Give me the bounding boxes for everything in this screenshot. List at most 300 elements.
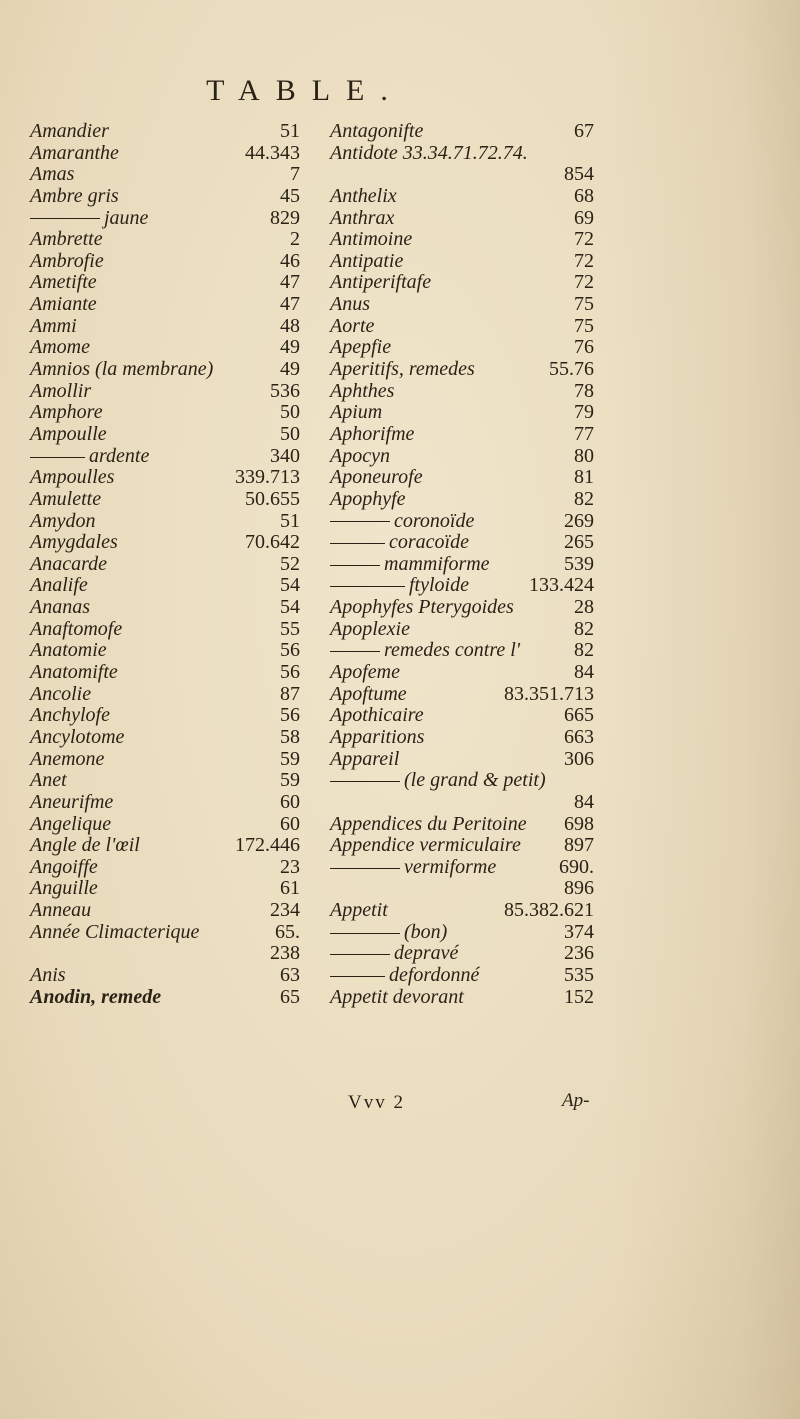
entry-term-text: Anet — [30, 769, 67, 792]
index-entry — [30, 596, 300, 618]
entry-term — [30, 488, 101, 510]
entry-term-text: Année Climacterique — [30, 920, 200, 943]
entry-page: 52 — [280, 552, 300, 575]
ditto-dash — [330, 586, 405, 587]
index-entry — [330, 142, 594, 164]
index-entry — [330, 683, 594, 705]
entry-page: 539 — [564, 552, 594, 575]
entry-term — [330, 856, 496, 878]
entry-term-text: Apepfie — [330, 336, 392, 359]
entry-term-text: Apophyfes Pterygoides — [330, 596, 514, 619]
entry-page: 79 — [574, 401, 594, 424]
entry-term — [330, 423, 414, 445]
index-entry — [330, 401, 594, 423]
index-entry — [330, 207, 594, 229]
entry-term — [30, 683, 91, 705]
entry-page: 152 — [564, 985, 594, 1008]
entry-page: 133.424 — [529, 574, 594, 597]
entry-page: 75 — [574, 314, 594, 337]
entry-page: 690. — [559, 855, 594, 878]
index-column-right — [330, 120, 594, 1007]
entry-term — [30, 315, 77, 337]
entry-term-text: Appendices du Peritoine — [330, 812, 527, 835]
entry-term-text: Apocyn — [330, 444, 390, 467]
entry-page: 59 — [280, 747, 300, 770]
entry-page: 829 — [270, 206, 300, 229]
entry-term-text: Antipatie — [330, 249, 404, 272]
entry-page: 265 — [564, 531, 594, 554]
index-entry — [330, 639, 594, 661]
entry-page: 78 — [574, 379, 594, 402]
entry-page: 77 — [574, 422, 594, 445]
index-entry — [330, 899, 594, 921]
entry-page: 84 — [574, 790, 594, 813]
catchword: Ap- — [562, 1090, 590, 1111]
index-entry — [330, 791, 594, 813]
entry-page: 663 — [564, 725, 594, 748]
entry-page: 44.343 — [245, 141, 300, 164]
entry-page: 58 — [280, 725, 300, 748]
ditto-dash — [330, 933, 400, 934]
index-entry — [30, 769, 300, 791]
entry-term — [330, 185, 397, 207]
entry-term — [30, 142, 119, 164]
entry-term — [30, 207, 148, 229]
entry-term-text: Anneau — [30, 899, 92, 922]
index-entry — [330, 618, 594, 640]
index-entry — [330, 228, 594, 250]
entry-term — [330, 596, 514, 618]
entry-page: 75 — [574, 293, 594, 316]
entry-term-text: (bon) — [404, 920, 448, 943]
signature-mark: Vvv 2 — [348, 1092, 405, 1113]
entry-page: 306 — [564, 747, 594, 770]
index-entry — [30, 834, 300, 856]
entry-term-text: Ampoulle — [30, 422, 107, 445]
entry-term-text: Aperitifs, remedes — [330, 358, 475, 381]
entry-term-text: Apparitions — [330, 725, 425, 748]
entry-term-text: Ambrette — [30, 228, 103, 251]
index-entry — [330, 293, 594, 315]
entry-page: 82 — [574, 639, 594, 662]
index-entry — [30, 510, 300, 532]
entry-term — [330, 271, 431, 293]
index-entry — [30, 856, 300, 878]
entry-term — [330, 250, 403, 272]
entry-page: 72 — [574, 271, 594, 294]
ditto-dash — [330, 543, 385, 544]
entry-page: 55.76 — [549, 358, 594, 381]
entry-term — [330, 986, 464, 1008]
entry-term — [30, 336, 90, 358]
ditto-dash — [330, 976, 385, 977]
entry-term-text: defordonné — [389, 963, 480, 986]
index-entry — [330, 445, 594, 467]
entry-term — [30, 704, 110, 726]
entry-page: 68 — [574, 184, 594, 207]
index-entry — [30, 293, 300, 315]
index-entry — [330, 336, 594, 358]
entry-page: 69 — [574, 206, 594, 229]
entry-page: 56 — [280, 704, 300, 727]
entry-page: 698 — [564, 812, 594, 835]
entry-term — [330, 380, 394, 402]
index-entry — [30, 683, 300, 705]
entry-term-text: Appareil — [330, 747, 400, 770]
index-entry — [30, 336, 300, 358]
entry-term-text: ftyloide — [409, 574, 469, 597]
entry-term — [30, 531, 118, 553]
entry-page: 61 — [280, 877, 300, 900]
entry-page: 339.713 — [235, 466, 300, 489]
entry-term-text: Ambre gris — [30, 184, 119, 207]
entry-term — [30, 120, 109, 142]
entry-page: 45 — [280, 184, 300, 207]
entry-term — [30, 293, 97, 315]
entry-page: 67 — [574, 120, 594, 142]
entry-term-text: Anthrax — [330, 206, 395, 229]
entry-page: 47 — [280, 293, 300, 316]
entry-term — [330, 293, 370, 315]
entry-term-text: Aneurifme — [30, 790, 114, 813]
entry-page: 172.446 — [235, 834, 300, 857]
entry-page: 65. — [275, 920, 300, 943]
entry-page: 897 — [564, 834, 594, 857]
index-entry — [30, 315, 300, 337]
entry-term — [330, 120, 423, 142]
index-entry — [330, 769, 594, 791]
index-entry — [30, 531, 300, 553]
entry-term-text: Angle de l'œil — [30, 834, 140, 857]
entry-term-text: Anatomie — [30, 639, 107, 662]
ditto-dash — [30, 218, 100, 219]
entry-term-text: Amphore — [30, 401, 103, 424]
entry-term-text: Anis — [30, 963, 66, 986]
entry-page: 82 — [574, 617, 594, 640]
entry-term-text: Apium — [330, 401, 383, 424]
entry-term — [30, 163, 74, 185]
page-edge-shadow — [610, 0, 800, 1419]
entry-page: 236 — [564, 942, 594, 965]
index-entry — [30, 358, 300, 380]
entry-term-text: Anthelix — [330, 184, 397, 207]
entry-term — [30, 813, 111, 835]
entry-term — [330, 336, 391, 358]
index-entry — [30, 921, 300, 943]
entry-term — [30, 574, 88, 596]
index-entry — [30, 445, 300, 467]
entry-page: 23 — [280, 855, 300, 878]
entry-term — [30, 834, 140, 856]
index-entry — [330, 250, 594, 272]
index-entry — [30, 553, 300, 575]
entry-term-text: Amome — [30, 336, 90, 359]
entry-term — [330, 553, 490, 575]
entry-page: 76 — [574, 336, 594, 359]
entry-page: 47 — [280, 271, 300, 294]
entry-term — [330, 942, 458, 964]
entry-page: 65 — [280, 985, 300, 1008]
entry-term — [330, 899, 388, 921]
entry-page: 234 — [270, 899, 300, 922]
entry-term — [330, 704, 424, 726]
entry-page: 50 — [280, 422, 300, 445]
index-entry — [330, 423, 594, 445]
entry-term — [30, 921, 199, 943]
entry-term — [330, 510, 474, 532]
entry-term — [330, 358, 475, 380]
entry-term-text: Anchylofe — [30, 704, 110, 727]
entry-page: 665 — [564, 704, 594, 727]
entry-term — [30, 986, 161, 1008]
index-entry — [330, 813, 594, 835]
entry-term-text: jaune — [104, 206, 149, 229]
entry-term-text: Amas — [30, 163, 75, 186]
entry-term — [30, 228, 103, 250]
entry-term — [30, 769, 67, 791]
index-entry — [30, 986, 300, 1008]
index-entry — [330, 553, 594, 575]
entry-term-text: Anatomifte — [30, 661, 118, 684]
ditto-dash — [330, 521, 390, 522]
entry-term — [330, 207, 394, 229]
entry-term-text: Appetit devorant — [330, 985, 464, 1008]
entry-page: 81 — [574, 466, 594, 489]
entry-term — [330, 618, 410, 640]
ditto-dash — [330, 651, 380, 652]
index-entry — [330, 596, 594, 618]
entry-term — [30, 964, 66, 986]
entry-page: 2 — [290, 228, 300, 251]
index-entry — [330, 661, 594, 683]
index-entry — [330, 986, 594, 1008]
entry-term — [330, 748, 399, 770]
entry-term-text: Apofeme — [330, 661, 400, 684]
entry-term — [30, 553, 107, 575]
entry-page: 72 — [574, 249, 594, 272]
entry-page: 50 — [280, 401, 300, 424]
entry-page: 48 — [280, 314, 300, 337]
entry-page: 60 — [280, 812, 300, 835]
entry-page: 85.382.621 — [504, 899, 594, 922]
entry-term-text: Anodin, remede — [30, 985, 162, 1008]
index-entry — [30, 228, 300, 250]
entry-term — [30, 510, 96, 532]
index-entry — [30, 813, 300, 835]
entry-page: 374 — [564, 920, 594, 943]
index-entry — [330, 315, 594, 337]
entry-term-text: Ancolie — [30, 682, 92, 705]
entry-page: 340 — [270, 444, 300, 467]
entry-page: 49 — [280, 358, 300, 381]
entry-term-text: Analife — [30, 574, 88, 597]
entry-term — [330, 488, 406, 510]
index-entry — [30, 877, 300, 899]
entry-term — [30, 401, 103, 423]
index-entry — [330, 704, 594, 726]
entry-term — [330, 142, 528, 164]
entry-term — [30, 358, 213, 380]
entry-term — [30, 271, 97, 293]
entry-term — [30, 445, 149, 467]
entry-term-text: Amandier — [30, 120, 109, 142]
entry-term — [330, 639, 520, 661]
index-entry — [30, 661, 300, 683]
index-entry — [30, 271, 300, 293]
index-entry — [30, 791, 300, 813]
entry-term — [330, 834, 521, 856]
index-entry — [330, 574, 594, 596]
entry-page: 7 — [290, 163, 300, 186]
index-entry — [330, 358, 594, 380]
entry-page: 56 — [280, 639, 300, 662]
index-entry — [330, 185, 594, 207]
entry-term — [330, 921, 447, 943]
entry-term-text: vermiforme — [404, 855, 497, 878]
entry-term-text: Amiante — [30, 293, 97, 316]
entry-term — [330, 813, 527, 835]
entry-term-text: Antagonifte — [330, 120, 424, 142]
index-entry — [330, 271, 594, 293]
index-entry — [330, 488, 594, 510]
entry-term-text: Aphorifme — [330, 422, 415, 445]
index-entry — [330, 120, 594, 142]
ditto-dash — [330, 868, 400, 869]
entry-term-text: coronoïde — [394, 509, 475, 532]
entry-page: 84 — [574, 661, 594, 684]
entry-page: 535 — [564, 963, 594, 986]
index-entry — [330, 964, 594, 986]
entry-term-text: Amollir — [30, 379, 92, 402]
entry-term — [330, 661, 400, 683]
entry-term-text: Apothicaire — [330, 704, 424, 727]
entry-term-text: coracoïde — [389, 531, 469, 554]
entry-term-text: Anguille — [30, 877, 98, 900]
index-entry — [30, 488, 300, 510]
entry-term — [30, 639, 107, 661]
entry-term — [30, 380, 91, 402]
entry-term-text: Antimoine — [330, 228, 413, 251]
entry-term — [330, 531, 469, 553]
index-entry — [30, 142, 300, 164]
entry-term-text: Ammi — [30, 314, 77, 337]
entry-page: 238 — [270, 942, 300, 965]
index-entry — [330, 921, 594, 943]
index-entry — [330, 877, 594, 899]
index-entry — [30, 466, 300, 488]
entry-term-text: Ananas — [30, 596, 90, 619]
index-entry — [30, 704, 300, 726]
index-entry — [30, 726, 300, 748]
entry-term-text: Ampoulles — [30, 466, 115, 489]
entry-page: 854 — [564, 163, 594, 186]
index-entry — [330, 531, 594, 553]
index-entry — [30, 574, 300, 596]
ditto-dash — [330, 954, 390, 955]
entry-page: 54 — [280, 574, 300, 597]
entry-term — [330, 228, 412, 250]
entry-term-text: Ancylotome — [30, 725, 125, 748]
entry-term-text: depravé — [394, 942, 459, 965]
index-entry — [30, 185, 300, 207]
index-entry — [330, 856, 594, 878]
entry-term-text: Ametifte — [30, 271, 97, 294]
entry-page: 59 — [280, 769, 300, 792]
index-entry — [30, 250, 300, 272]
entry-term-text: ardente — [89, 444, 150, 467]
entry-term — [30, 856, 98, 878]
entry-term-text: Aponeurofe — [330, 466, 423, 489]
index-entry — [30, 423, 300, 445]
entry-page: 82 — [574, 487, 594, 510]
entry-page: 56 — [280, 661, 300, 684]
entry-term — [330, 726, 424, 748]
entry-page: 87 — [280, 682, 300, 705]
entry-page: 50.655 — [245, 487, 300, 510]
entry-page: 55 — [280, 617, 300, 640]
index-entry — [330, 466, 594, 488]
entry-term — [30, 791, 113, 813]
entry-term-text: Antiperiftafe — [330, 271, 432, 294]
entry-page: 536 — [270, 379, 300, 402]
entry-term — [330, 769, 546, 791]
entry-page: 70.642 — [245, 531, 300, 554]
entry-page: 28 — [574, 596, 594, 619]
index-entry — [30, 942, 300, 964]
index-entry — [330, 726, 594, 748]
entry-term — [30, 748, 104, 770]
ditto-dash — [330, 565, 380, 566]
index-entry — [30, 380, 300, 402]
entry-term-text: Amulette — [30, 487, 102, 510]
entry-term — [330, 466, 423, 488]
index-entry — [30, 618, 300, 640]
entry-term-text: Angoiffe — [30, 855, 98, 878]
index-entry — [30, 748, 300, 770]
entry-term — [30, 899, 91, 921]
entry-page: 46 — [280, 249, 300, 272]
entry-term — [330, 315, 374, 337]
entry-term-text: (le grand & petit) — [404, 769, 546, 792]
entry-page: 83.351.713 — [504, 682, 594, 705]
entry-term — [30, 466, 114, 488]
entry-term-text: Appendice vermiculaire — [330, 834, 521, 857]
index-entry — [330, 834, 594, 856]
index-entry — [30, 964, 300, 986]
entry-term — [30, 423, 107, 445]
index-entry — [330, 163, 594, 185]
entry-page: 49 — [280, 336, 300, 359]
entry-page: 80 — [574, 444, 594, 467]
entry-term-text: remedes contre l' — [384, 639, 521, 662]
entry-term — [30, 618, 122, 640]
index-entry — [330, 748, 594, 770]
entry-term-text: Amydon — [30, 509, 96, 532]
entry-term — [330, 401, 382, 423]
index-entry — [30, 899, 300, 921]
page-title: TABLE. — [206, 74, 404, 107]
entry-term-text: Anemone — [30, 747, 105, 770]
entry-term-text: mammiforme — [384, 552, 490, 575]
entry-term — [330, 445, 390, 467]
entry-page: 269 — [564, 509, 594, 532]
entry-term-text: Anaftomofe — [30, 617, 123, 640]
entry-page: 896 — [564, 877, 594, 900]
index-entry — [30, 401, 300, 423]
ditto-dash — [30, 457, 85, 458]
entry-term — [30, 250, 104, 272]
index-entry — [30, 639, 300, 661]
